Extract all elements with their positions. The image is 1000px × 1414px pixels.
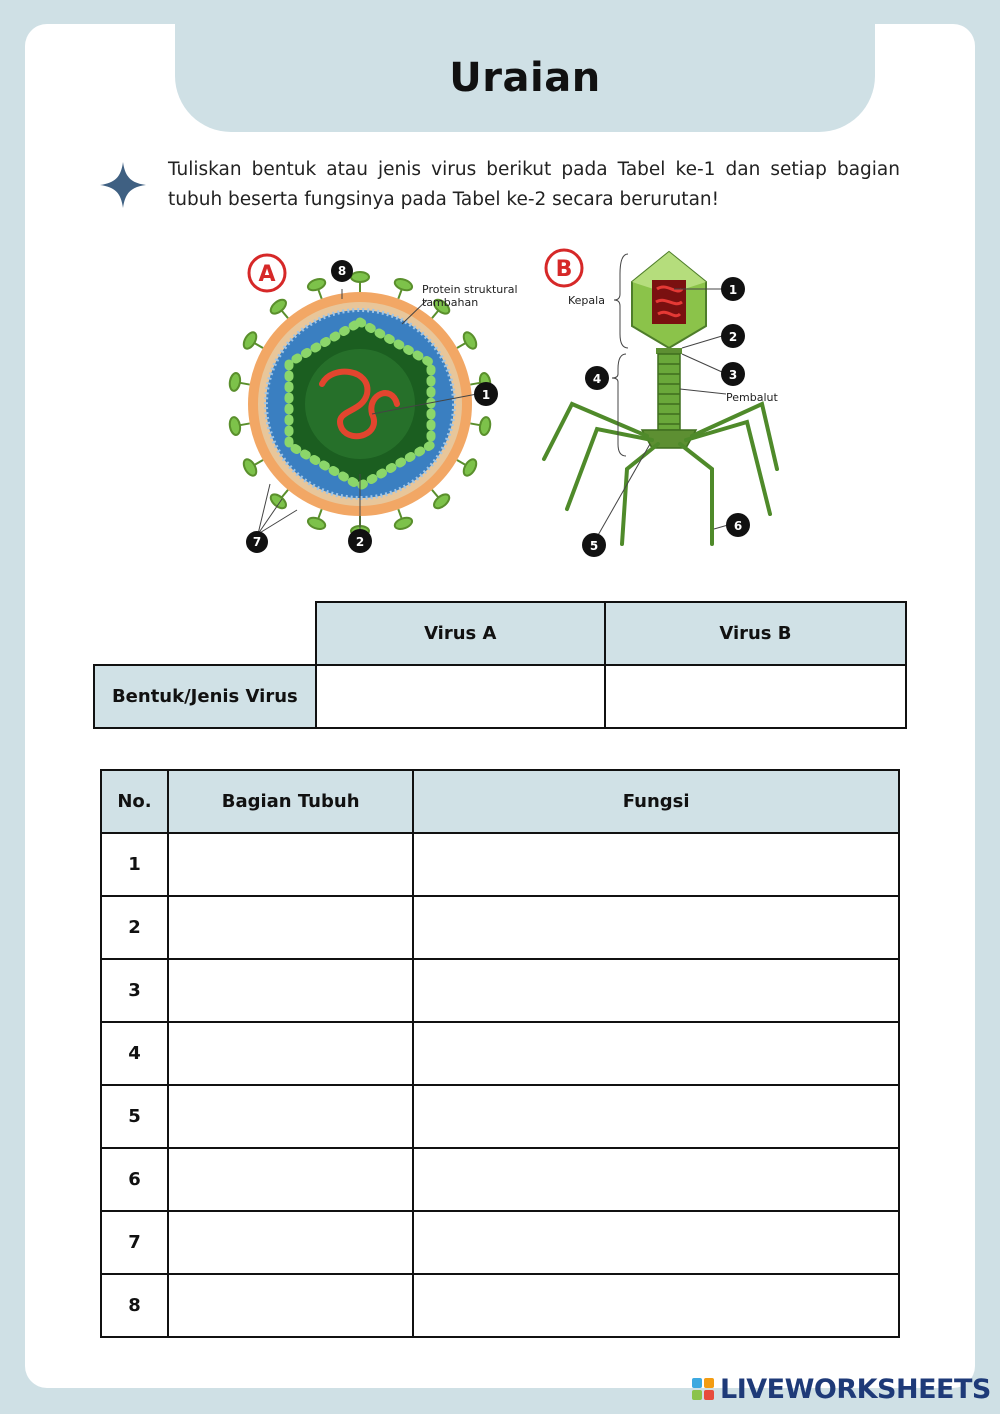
fungsi-cell[interactable] — [413, 1085, 899, 1148]
table1-header-virus-a: Virus A — [316, 602, 605, 665]
virus-b-marker-4: 4 — [592, 372, 602, 386]
logo-text: LIVEWORKSHEETS — [720, 1373, 991, 1405]
liveworksheets-logo — [692, 1372, 991, 1406]
fungsi-cell[interactable] — [413, 959, 899, 1022]
bagian-tubuh-cell[interactable] — [168, 833, 413, 896]
virus-a-marker-7: 8 — [337, 264, 347, 278]
table-row — [101, 896, 899, 959]
virus-a-letter: A — [258, 262, 276, 287]
fungsi-cell[interactable] — [413, 1274, 899, 1337]
fungsi-cell[interactable] — [413, 1148, 899, 1211]
virus-a-marker-8: 7 — [252, 535, 262, 549]
bagian-tubuh-cell[interactable] — [168, 1148, 413, 1211]
virus-a-marker-1: 1 — [481, 388, 491, 402]
row-number: 4 — [101, 1022, 168, 1085]
table2-header-no: No. — [101, 770, 168, 833]
row-number: 7 — [101, 1211, 168, 1274]
virus-a-protein-label: Protein struktural — [422, 283, 518, 296]
row-number: 3 — [101, 959, 168, 1022]
virus-a-protein-label-2: tambahan — [422, 296, 479, 309]
bagian-tubuh-cell[interactable] — [168, 1274, 413, 1337]
virus-type-table — [93, 601, 907, 729]
table1-header-virus-b: Virus B — [605, 602, 906, 665]
title-banner — [175, 24, 875, 132]
answer-cell-virus-b[interactable] — [605, 665, 906, 728]
table2-header-row — [101, 770, 899, 833]
fungsi-cell[interactable] — [413, 1211, 899, 1274]
row-number: 8 — [101, 1274, 168, 1337]
virus-b-sheath-label: Pembalut — [726, 391, 778, 404]
logo-badge-icon — [692, 1378, 714, 1400]
table-row — [101, 1274, 899, 1337]
fungsi-cell[interactable] — [413, 833, 899, 896]
row-number: 5 — [101, 1085, 168, 1148]
virus-illustration — [222, 244, 790, 562]
bagian-tubuh-cell[interactable] — [168, 896, 413, 959]
table-row — [101, 1085, 899, 1148]
virus-b-head-label: Kepala — [568, 294, 605, 307]
fungsi-cell[interactable] — [413, 1022, 899, 1085]
bagian-tubuh-cell[interactable] — [168, 1211, 413, 1274]
instruction-text: Tuliskan bentuk atau jenis virus berikut pada Tabel ke-1 dan setiap bagian tubuh beserta fungsinya pada Tabel ke-2 secara berurutan! — [168, 159, 900, 210]
body-parts-table — [100, 769, 900, 1338]
virus-b-marker-2: 2 — [728, 330, 738, 344]
row-number: 6 — [101, 1148, 168, 1211]
page-title: Uraian — [449, 55, 601, 101]
virus-a-marker-2: 2 — [355, 535, 365, 549]
table1-row-label: Bentuk/Jenis Virus — [94, 665, 316, 728]
star-bullet-icon — [100, 162, 146, 208]
virus-b-marker-6: 6 — [733, 519, 743, 533]
table2-header-fungsi: Fungsi — [413, 770, 899, 833]
table-row — [101, 833, 899, 896]
bagian-tubuh-cell[interactable] — [168, 1085, 413, 1148]
table-row — [101, 1022, 899, 1085]
row-number: 1 — [101, 833, 168, 896]
table-row — [101, 959, 899, 1022]
table-row — [101, 1148, 899, 1211]
virus-b-diagram — [544, 250, 778, 557]
fungsi-cell[interactable] — [413, 896, 899, 959]
table2-header-bagian: Bagian Tubuh — [168, 770, 413, 833]
virus-b-marker-3: 3 — [728, 368, 738, 382]
table1-corner — [94, 602, 316, 665]
virus-b-marker-5: 5 — [589, 539, 599, 553]
answer-cell-virus-a[interactable] — [316, 665, 605, 728]
row-number: 2 — [101, 896, 168, 959]
virus-a-diagram — [228, 255, 517, 553]
bagian-tubuh-cell[interactable] — [168, 959, 413, 1022]
virus-b-marker-1: 1 — [728, 283, 738, 297]
table-row — [101, 1211, 899, 1274]
bagian-tubuh-cell[interactable] — [168, 1022, 413, 1085]
virus-b-letter: B — [555, 257, 573, 282]
